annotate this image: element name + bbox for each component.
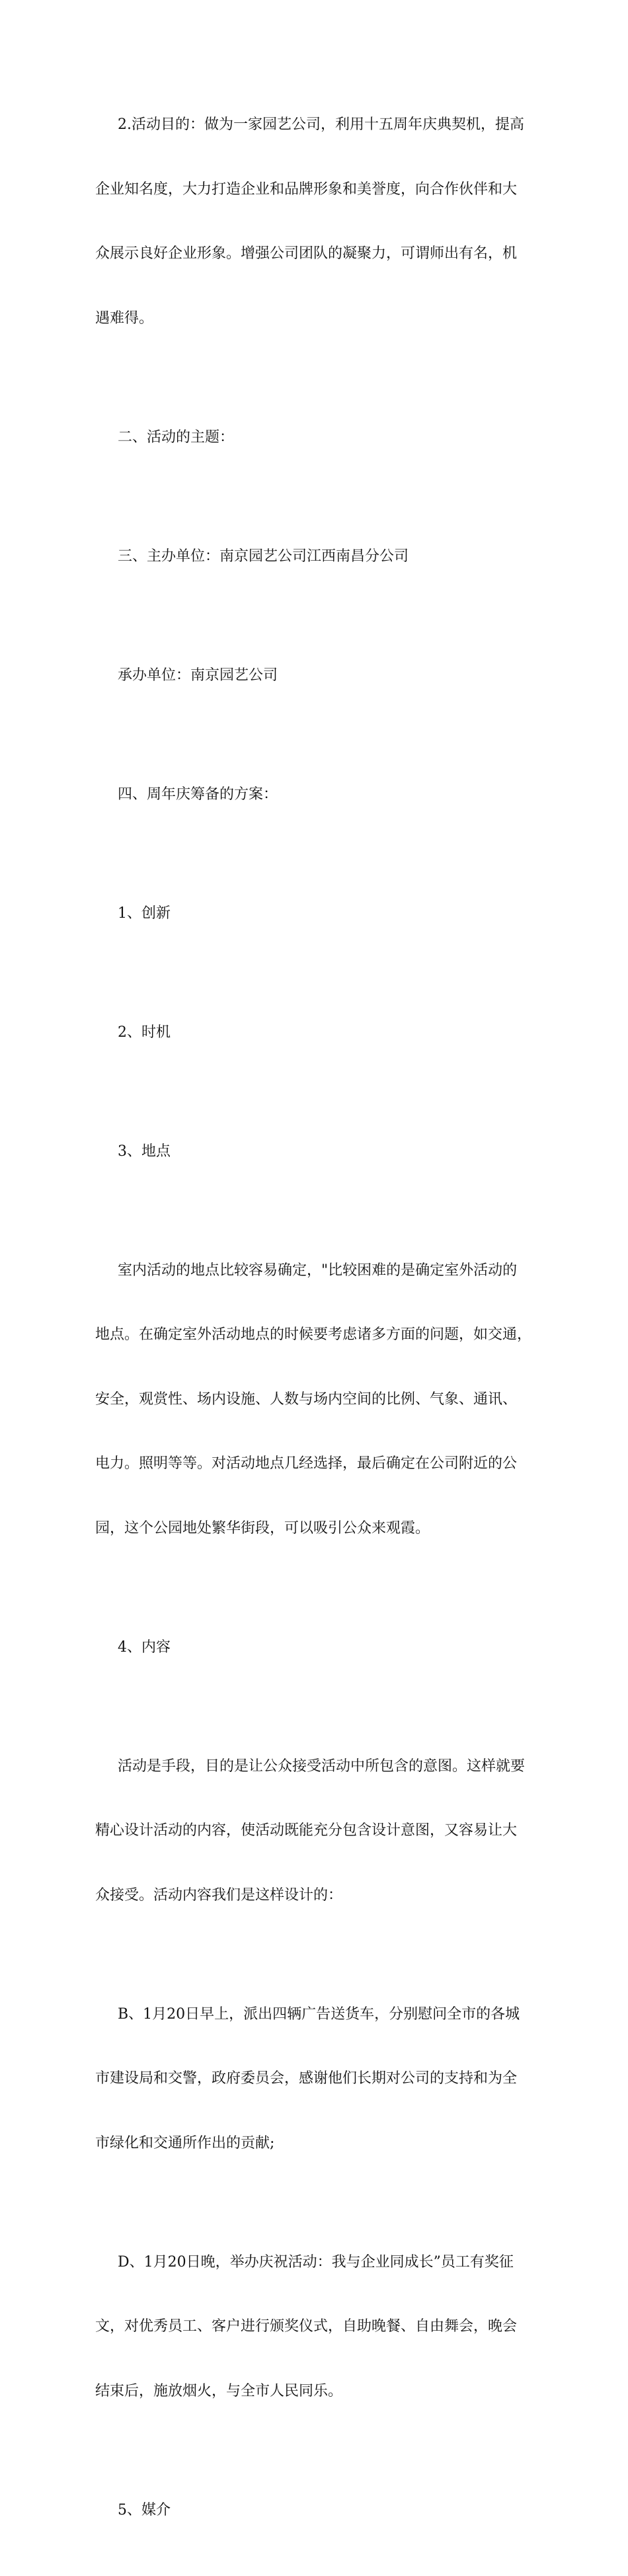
text-line: 安全，观赏性、场内设施、人数与场内空间的比例、气象、通讯、 xyxy=(95,1390,518,1408)
paragraph-item-d xyxy=(95,2209,546,2446)
text-line: 活动是手段，目的是让公众接受活动中所包含的意图。这样就要 xyxy=(118,1757,526,1775)
text-line: 园，这个公园地处繁华街段，可以吸引公众来观霞。 xyxy=(95,1519,430,1537)
list-item-location xyxy=(95,1098,546,1206)
text-line: 二、活动的主题： xyxy=(118,428,235,446)
text-line: 精心设计活动的内容，使活动既能充分包含设计意图，又容易让大 xyxy=(95,1822,518,1839)
text-line: 室内活动的地点比较容易确定，"比较困难的是确定室外活动的 xyxy=(118,1262,518,1279)
list-item-content xyxy=(95,1594,546,1702)
text-line: 市绿化和交通所作出的贡献; xyxy=(95,2134,275,2152)
heading-plan xyxy=(95,741,546,849)
text-line: 市建设局和交警，政府委员会，感谢他们长期对公司的支持和为全 xyxy=(95,2070,518,2087)
text-line: 2、时机 xyxy=(118,1024,171,1041)
paragraph-location xyxy=(95,1217,546,1583)
heading-theme xyxy=(95,384,546,492)
list-item-innovation xyxy=(95,860,546,968)
text-line: 企业知名度，大力打造企业和品牌形象和美誉度，向合作伙伴和大 xyxy=(95,181,518,198)
text-line: 遇难得。 xyxy=(95,309,154,327)
paragraph-purpose xyxy=(95,71,546,372)
text-line: 结束后，施放烟火，与全市人民同乐。 xyxy=(95,2382,343,2399)
list-item-media xyxy=(95,2457,546,2565)
text-line: 4、内容 xyxy=(118,1638,171,1656)
text-line: 5、媒介 xyxy=(118,2501,171,2518)
text-line: 电力。照明等等。对活动地点几经选择，最后确定在公司附近的公 xyxy=(95,1455,518,1472)
paragraph-co-organizer xyxy=(95,622,546,730)
paragraph-item-b xyxy=(95,1961,546,2198)
text-line: 文，对优秀员工、客户进行颁奖仪式，自助晚餐、自由舞会，晚会 xyxy=(95,2318,518,2335)
heading-organizer xyxy=(95,503,546,611)
list-item-timing xyxy=(95,979,546,1087)
text-line: 众展示良好企业形象。增强公司团队的凝聚力，可谓师出有名，机 xyxy=(95,245,518,262)
text-line: 2.活动目的：做为一家园艺公司，利用十五周年庆典契机，提高 xyxy=(118,116,524,133)
text-line: 3、地点 xyxy=(118,1143,171,1160)
text-line: 众接受。活动内容我们是这样设计的： xyxy=(95,1886,343,1904)
text-line: B、1月20日早上，派出四辆广告送货车，分别慰问全市的各城 xyxy=(118,2005,520,2023)
document-body xyxy=(95,71,546,2576)
text-line: 四、周年庆筹备的方案： xyxy=(118,785,278,803)
text-line: D、1月20日晚，举办庆祝活动：我与企业同成长”员工有奖征 xyxy=(118,2253,514,2271)
paragraph-content xyxy=(95,1713,546,1950)
text-line: 三、主办单位：南京园艺公司江西南昌分公司 xyxy=(118,547,409,565)
text-line: 承办单位：南京园艺公司 xyxy=(118,666,278,684)
text-line: 1、创新 xyxy=(118,905,171,922)
text-line: 地点。在确定室外活动地点的时候要考虑诸多方面的问题，如交通， xyxy=(95,1326,532,1343)
